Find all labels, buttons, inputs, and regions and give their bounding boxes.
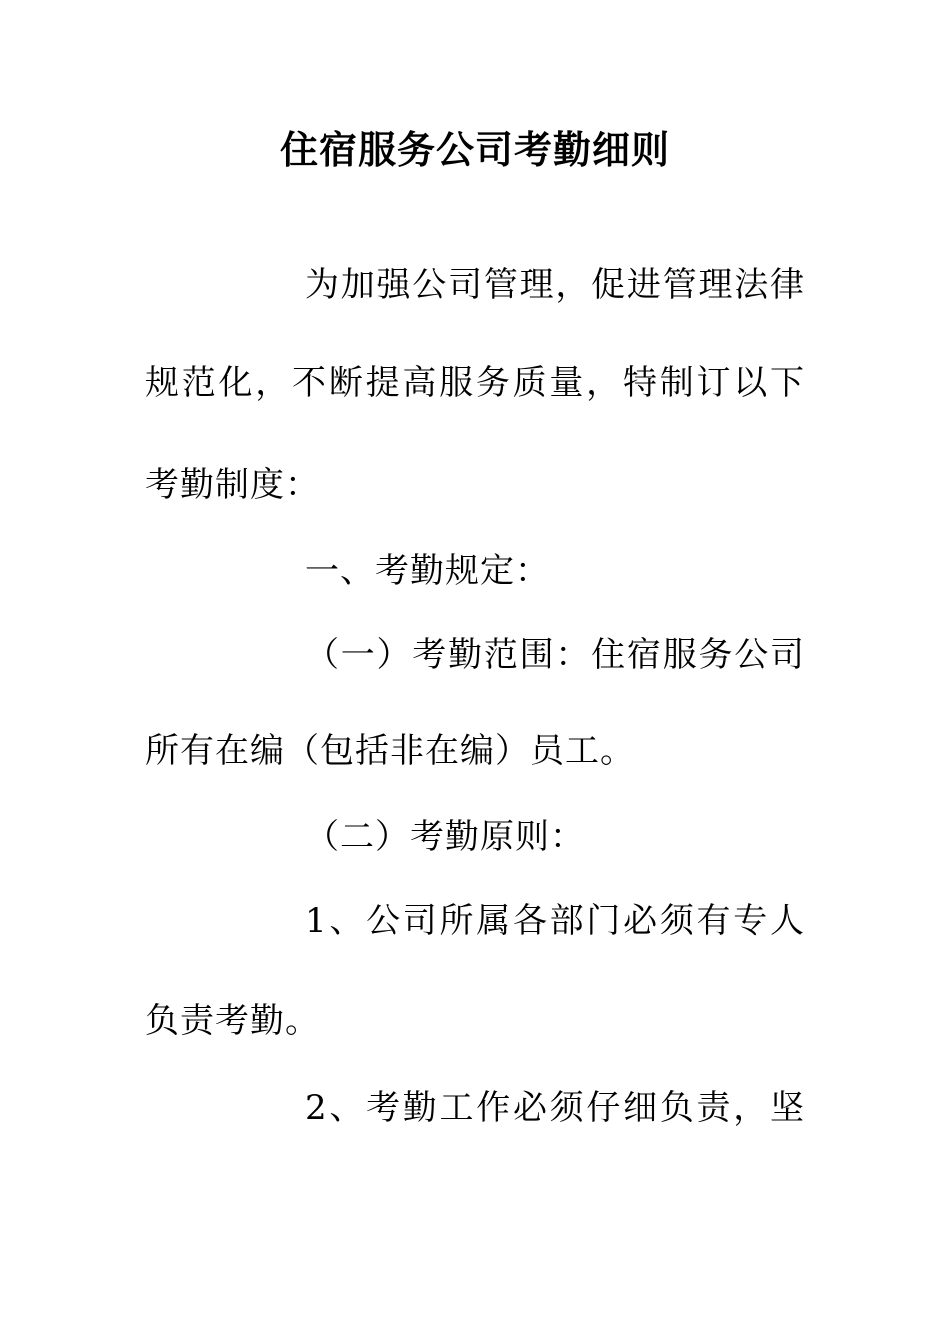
paragraph-line-2: 规范化，不断提高服务质量，特制订以下 [145, 363, 805, 403]
paragraph-line-4: （一）考勤范围：住宿服务公司 [305, 635, 805, 675]
paragraph-line-7: 负责考勤。 [145, 1001, 320, 1041]
section-heading-1: 一、考勤规定： [305, 551, 550, 591]
document-title: 住宿服务公司考勤细则 [279, 127, 670, 172]
paragraph-line-8: 2、考勤工作必须仔细负责，坚 [305, 1088, 805, 1128]
paragraph-line-3: 考勤制度： [145, 465, 320, 505]
paragraph-line-1: 为加强公司管理，促进管理法律 [305, 265, 805, 305]
paragraph-line-5: 所有在编（包括非在编）员工。 [145, 731, 635, 771]
subsection-heading-2: （二）考勤原则： [305, 817, 585, 857]
paragraph-line-6: 1、公司所属各部门必须有专人 [305, 901, 805, 941]
